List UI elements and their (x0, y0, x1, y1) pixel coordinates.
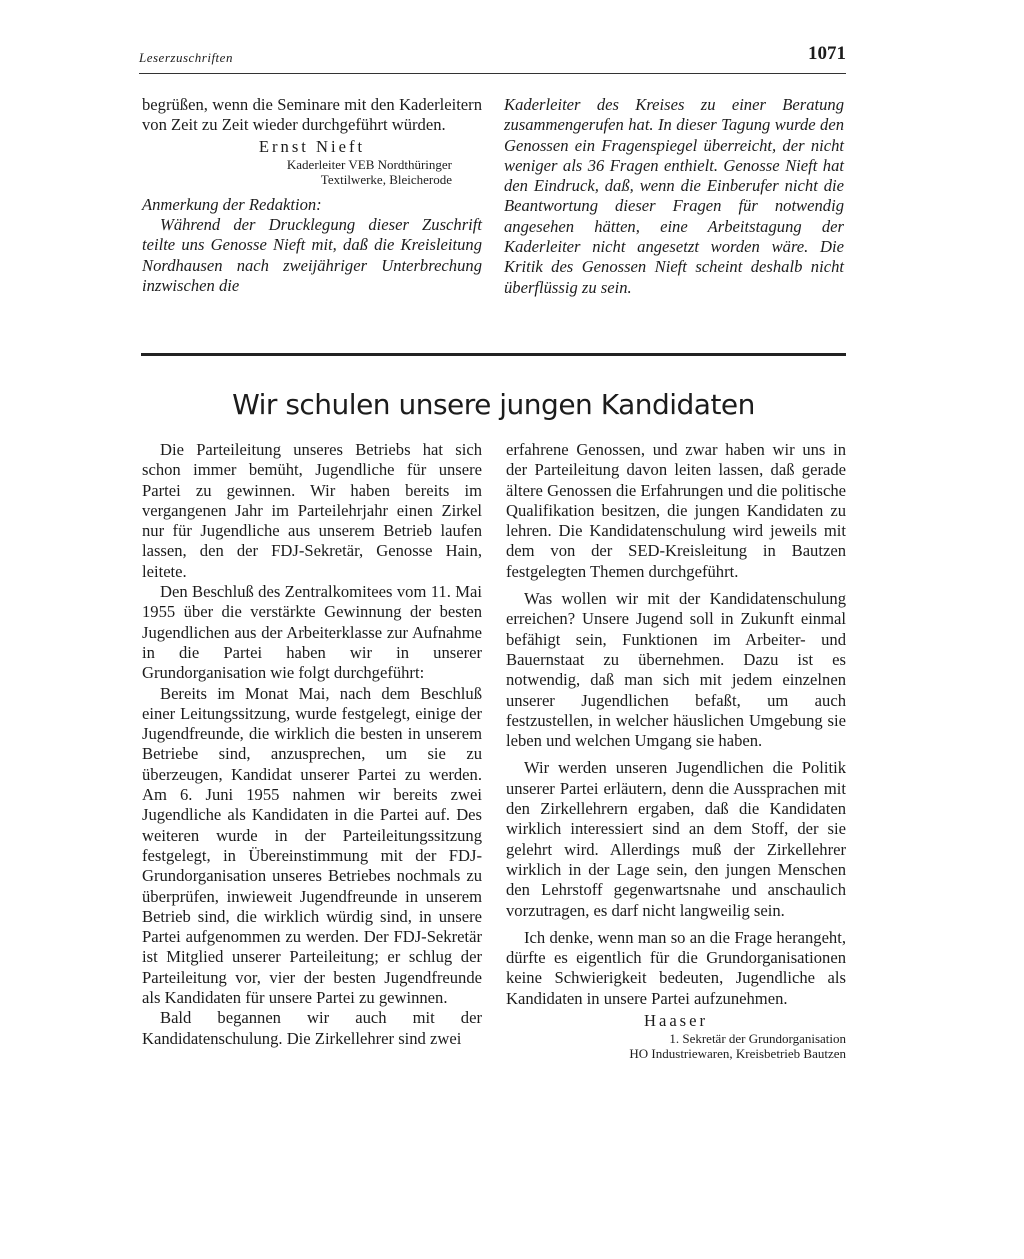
article-signature-role-2: HO Industriewaren, Kreisbetrieb Bautzen (629, 1046, 846, 1062)
remark-heading: Anmerkung der Redaktion: (142, 194, 322, 214)
letter-signature-role-2: Textilwerke, Bleicherode (320, 171, 452, 187)
section-label: Leserzuschriften (139, 50, 233, 65)
article-paragraph: Bald begannen wir auch mit der Kandidatenschulung. Die Zirkellehrer sind zwei (142, 1008, 482, 1048)
article-paragraph: Wir werden unseren Jugendlichen die Politik unserer Partei erläutern, denn die Aussprachen mit den Zirkellehrern ergaben, daß die Kandidaten wirklich interessiert sind an dem Stoff, der sie gelehrt wird. Allerdings muß der Zirkellehrer wirklich in der Lage sein, den jungen Menschen den Lehrstoff gegenwartsnahe und anschaulich vorzutragen, es darf nicht langweilig sein. (506, 758, 846, 920)
letter-signature-name: Ernst Nieft (258, 136, 366, 156)
article-paragraph: erfahrene Genossen, und zwar haben wir uns in der Parteileitung davon leiten lassen, daß gerade ältere Genossen die Erfahrungen und die politische Qualifikation besitzen, die jungen Kandidaten zu lehren. Die Kandidatenschulung wird jeweils mit dem von der SED-Kreisleitung in Bautzen festgelegten Themen durchgeführt. (506, 440, 846, 581)
header-rule (139, 73, 846, 74)
article-paragraph: Den Beschluß des Zentralkomitees vom 11. Mai 1955 über die verstärkte Gewinnung der besten Jugendlichen aus der Arbeiterklasse zur Aufnahme in die Partei haben wir in unserer Grundorganisation wie folgt durchgeführt: (142, 582, 482, 683)
article-paragraph: Ich denke, wenn man so an die Frage herangeht, dürfte es eigentlich für die Grundorganisationen keine Schwierigkeit bedeuten, Jugendliche als Kandidaten in unsere Partei aufzunehmen. (506, 927, 846, 1008)
remark-text-part-1: Während der Drucklegung dieser Zuschrift teilte uns Genosse Nieft mit, daß die Kreisleitung Nordhausen nach zweijähriger Unterbrechung inzwischen die (142, 215, 482, 296)
article-title: Wir schulen unsere jungen Kandidaten (232, 388, 755, 421)
remark-text-part-2: Kaderleiter des Kreises zu einer Beratung zusammengerufen hat. In dieser Tagung wurde den Genossen ein Fragenspiegel überreicht, der nicht weniger als 36 Fragen enthielt. Genosse Nieft hat den Eindruck, daß, wenn die Einberufer nicht die Beantwortung dieser Fragen für notwendig angesehen hätten, eine Arbeitstagung der Kaderleiter nicht angesetzt worden wäre. Die Kritik des Genossen Nieft scheint deshalb nicht überflüssig zu sein. (504, 95, 844, 297)
page-number: 1071 (808, 43, 846, 64)
article-paragraph: Was wollen wir mit der Kandidatenschulung erreichen? Unsere Jugend soll in Zukunft einmal befähigt sein, Funktionen im Arbeiter- und Bauernstaat zu übernehmen. Dazu ist es notwendig, daß man sich mit jedem einzelnen unserer Jugendlichen befaßt, um auch festzustellen, in welcher häuslichen Umgebung sie leben und welchen Umgang sie haben. (506, 589, 846, 751)
article-signature-name: Haaser (643, 1011, 709, 1031)
letter-signature-role-1: Kaderleiter VEB Nordthüringer (286, 156, 452, 172)
article-paragraph: Die Parteileitung unseres Betriebs hat sich schon immer bemüht, Jugendliche für unsere Partei zu gewinnen. Wir haben bereits im vergangenen Jahr im Parteilehrjahr einen Zirkel nur für Jugendliche aus unserem Betrieb laufen lassen, den der FDJ-Sekretär, Genosse Hain, leitete. (142, 440, 482, 581)
article-paragraph: Bereits im Monat Mai, nach dem Beschluß einer Leitungssitzung, wurde festgelegt, einige der Jugendfreunde, die wirklich die besten in unserem Betriebe sind, anzusprechen, um sie zu überzeugen, Kandidat unserer Partei zu werden. Am 6. Juni 1955 nahmen wir bereits zwei Jugendliche als Kandidaten in die Partei auf. Des weiteren wurde in der Parteileitungssitzung festgelegt, in Übereinstimmung mit der FDJ-Grundorganisation unseres Betriebes nochmals zu überprüfen, inwieweit Jugendfreunde in unserem Betrieb sind, die wirklich würdig sind, in unsere Partei aufgenommen zu werden. Der FDJ-Sekretär ist Mitglied unserer Parteileitung; er schlug der Parteileitung vor, vier der besten Jugendfreunde als Kandidaten für unsere Partei zu gewinnen. (142, 683, 482, 1008)
section-divider (141, 353, 846, 356)
letter-left-column (142, 95, 482, 296)
letter-right-column (504, 95, 844, 298)
article-right-column (506, 440, 846, 1061)
letter-closing-text: begrüßen, wenn die Seminare mit den Kaderleitern von Zeit zu Zeit wieder durchgeführt würden. (142, 95, 482, 135)
article-left-column (142, 440, 482, 1049)
article-signature-role-1: 1. Sekretär der Grundorganisation (669, 1031, 846, 1047)
